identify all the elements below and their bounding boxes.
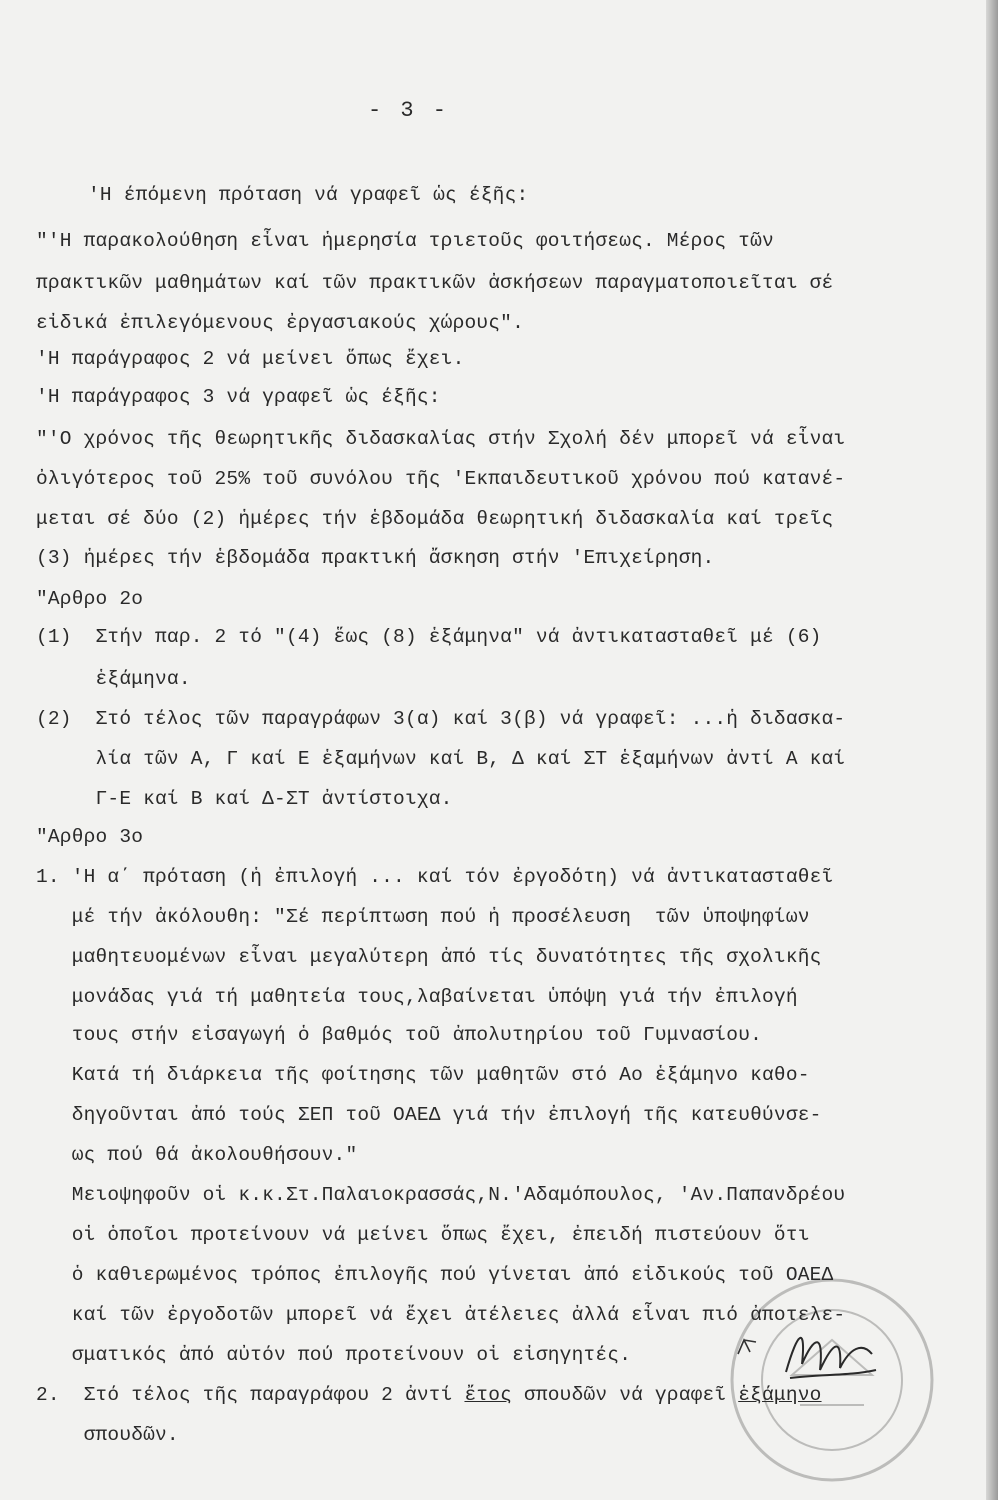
text-line: 'Η παράγραφος 3 νά γραφεῖ ὡς έξῆς: [36, 386, 441, 408]
text-line: μέ τήν ἀκόλουθη: "Σέ περίπτωση πού ἡ προσέλευση τῶν ὑποψηφίων [36, 906, 810, 928]
text-line: μονάδας γιά τή μαθητεία τους,λαβαίνεται ὑπόψη γιά τήν ἐπιλογή [36, 986, 798, 1008]
page-edge [986, 0, 998, 1500]
underlined-word: ἑξάμηνο [738, 1384, 822, 1406]
text-line: μεται σέ δύο (2) ἡμέρες τήν ἑβδομάδα θεωρητική διδασκαλία καί τρεῖς [36, 508, 834, 530]
text-line: πρακτικῶν μαθημάτων καί τῶν πρακτικῶν ἀσκήσεων παραγματοποιεῖται σέ [36, 272, 834, 294]
signature-icon [780, 1318, 880, 1388]
text-line-middle: σπουδῶν νά γραφεῖ [512, 1384, 739, 1406]
text-line: εἰδικά ἐπιλεγόμενους ἐργασιακούς χώρους". [36, 312, 524, 334]
text-line: ὀλιγότερος τοῦ 25% τοῦ συνόλου τῆς 'Εκπαιδευτικοῦ χρόνου πού κατανέ- [36, 468, 846, 490]
text-line: σματικός ἀπό αὐτόν πού προτείνουν οἱ εἰσηγητές. [36, 1344, 632, 1366]
text-line: ἑξάμηνα. [36, 668, 191, 690]
text-line: "'Ο χρόνος τῆς θεωρητικῆς διδασκαλίας στήν Σχολή δέν μπορεῖ νά εἶναι [36, 428, 846, 450]
text-line: 'Η έπόμενη πρόταση νά γραφεῖ ὡς έξῆς: [88, 184, 529, 206]
text-line: σπουδῶν. [36, 1424, 179, 1446]
article-heading: "Αρθρο 2ο [36, 588, 144, 610]
underlined-word: ἔτος [464, 1384, 513, 1406]
article-heading: "Αρθρο 3ο [36, 826, 144, 848]
text-line: Κατά τή διάρκεια τῆς φοίτησης τῶν μαθητῶν στό Αο ἑξάμηνο καθο- [36, 1064, 810, 1086]
text-line: μαθητευομένων εἶναι μεγαλύτερη ἀπό τίς δυνατότητες τῆς σχολικῆς [36, 946, 822, 968]
text-line: 'Η παράγραφος 2 νά μείνει ὅπως ἔχει. [36, 348, 465, 370]
text-line: τους στήν εἰσαγωγή ὁ βαθμός τοῦ ἀπολυτηρίου τοῦ Γυμνασίου. [36, 1024, 763, 1046]
text-line: ὁ καθιερωμένος τρόπος ἐπιλογῆς πού γίνεται ἀπό εἰδικούς τοῦ ΟΑΕΔ [36, 1264, 834, 1286]
text-line: ως πού θά ἀκολουθήσουν." [36, 1144, 358, 1166]
text-line: (1) Στήν παρ. 2 τό "(4) ἕως (8) ἑξάμηνα" νά ἀντικατασταθεῖ μέ (6) [36, 626, 822, 648]
page-number: - 3 - [368, 98, 450, 123]
text-line: λία τῶν Α, Γ καί Ε ἑξαμήνων καί Β, Δ καί ΣΤ ἑξαμήνων ἀντί Α καί [36, 748, 846, 770]
text-line: δηγοῦνται ἀπό τούς ΣΕΠ τοῦ ΟΑΕΔ γιά τήν ἐπιλογή τῆς κατευθύνσε- [36, 1104, 822, 1126]
text-line: Μειοψηφοῦν οἱ κ.κ.Στ.Παλαιοκρασσάς,Ν.'Αδαμόπουλος, 'Αν.Παπανδρέου [36, 1184, 846, 1206]
text-line: καί τῶν ἐργοδοτῶν μπορεῖ νά ἔχει ἀτέλειες ἀλλά εἶναι πιό ἀποτελε- [36, 1304, 846, 1326]
handwritten-mark-icon [736, 1336, 760, 1356]
text-line-start: 2. Στό τέλος τῆς παραγράφου 2 ἀντί [36, 1384, 465, 1406]
text-line: οἱ ὁποῖοι προτείνουν νά μείνει ὅπως ἔχει, ἐπειδή πιστεύουν ὅτι [36, 1224, 810, 1246]
text-line: (2) Στό τέλος τῶν παραγράφων 3(α) καί 3(β) νά γραφεῖ: ...ἡ διδασκα- [36, 708, 846, 730]
text-line: "'Η παρακολούθηση εἶναι ἡμερησία τριετοῦς φοιτήσεως. Μέρος τῶν [36, 230, 774, 252]
text-line: 1. 'Η α΄ πρόταση (ἡ ἐπιλογή ... καί τόν ἐργοδότη) νά ἀντικατασταθεῖ [36, 866, 834, 888]
text-line: (3) ἡμέρες τήν ἑβδομάδα πρακτική ἄσκηση στήν 'Επιχείρηση. [36, 547, 715, 569]
text-line: Γ-Ε καί Β καί Δ-ΣΤ ἀντίστοιχα. [36, 788, 453, 810]
